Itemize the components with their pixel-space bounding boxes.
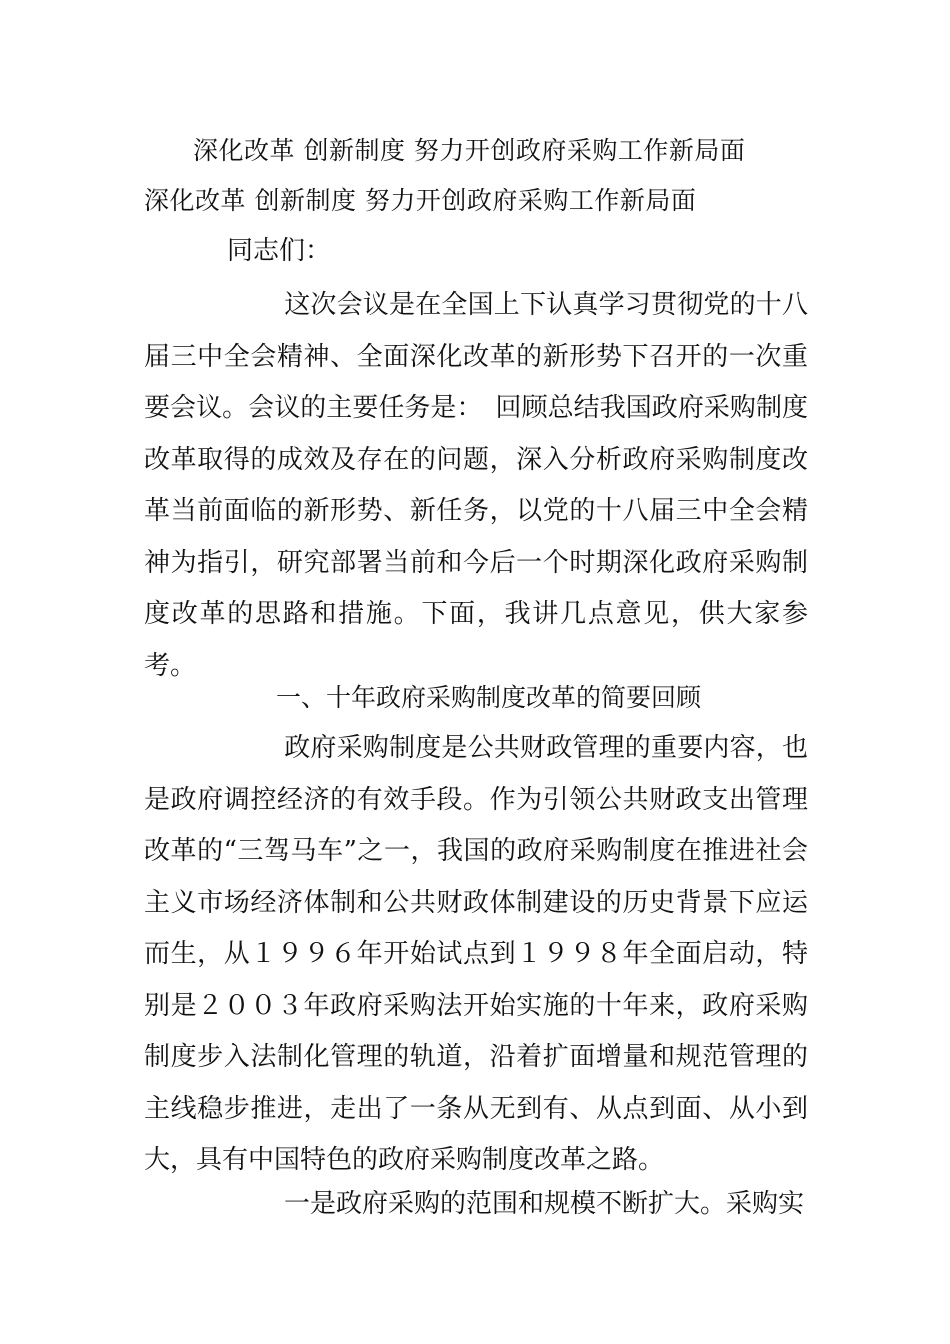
paragraph-review (144, 723, 808, 1187)
paragraph-intro (144, 280, 808, 692)
document-title: 深化改革 创新制度 努力开创政府采购工作新局面 (193, 136, 746, 165)
paragraph-review-text: 政府采购制度是公共财政管理的重要内容，也是政府调控经济的有效手段。作为引领公共财政支出管理改革的“三驾马车”之一，我国的政府采购制度在推进社会主义市场经济体制和公共财政体制建设的历史背景下应运而生，从１９９６年开始试点到１９９８年全面启动，特别是２００３年政府采购法开始实施的十年来，政府采购制度步入法制化管理的轨道，沿着扩面增量和规范管理的主线稳步推进，走出了一条从无到有、从点到面、从小到大，具有中国特色的政府采购制度改革之路。 (144, 733, 808, 1175)
document-title-repeat: 深化改革 创新制度 努力开创政府采购工作新局面 (144, 186, 697, 215)
salutation: 同志们： (227, 236, 332, 266)
paragraph-intro-text: 这次会议是在全国上下认真学习贯彻党的十八届三中全会精神、全面深化改革的新形势下召开的一次重要会议。会议的主要任务是： 回顾总结我国政府采购制度改革取得的成效及存在的问题，深入分析政府采购制度改革当前面临的新形势、新任务，以党的十八届三中全会精神为指引，研究部署当前和今后一个时期深化政府采购制度改革的思路和措施。下面，我讲几点意见，供大家参考。 (144, 290, 808, 681)
paragraph-point-one (144, 1179, 808, 1231)
section-heading: 一、十年政府采购制度改革的简要回顾 (276, 683, 702, 712)
paragraph-point-one-text: 一是政府采购的范围和规模不断扩大。采购实 (284, 1189, 805, 1219)
